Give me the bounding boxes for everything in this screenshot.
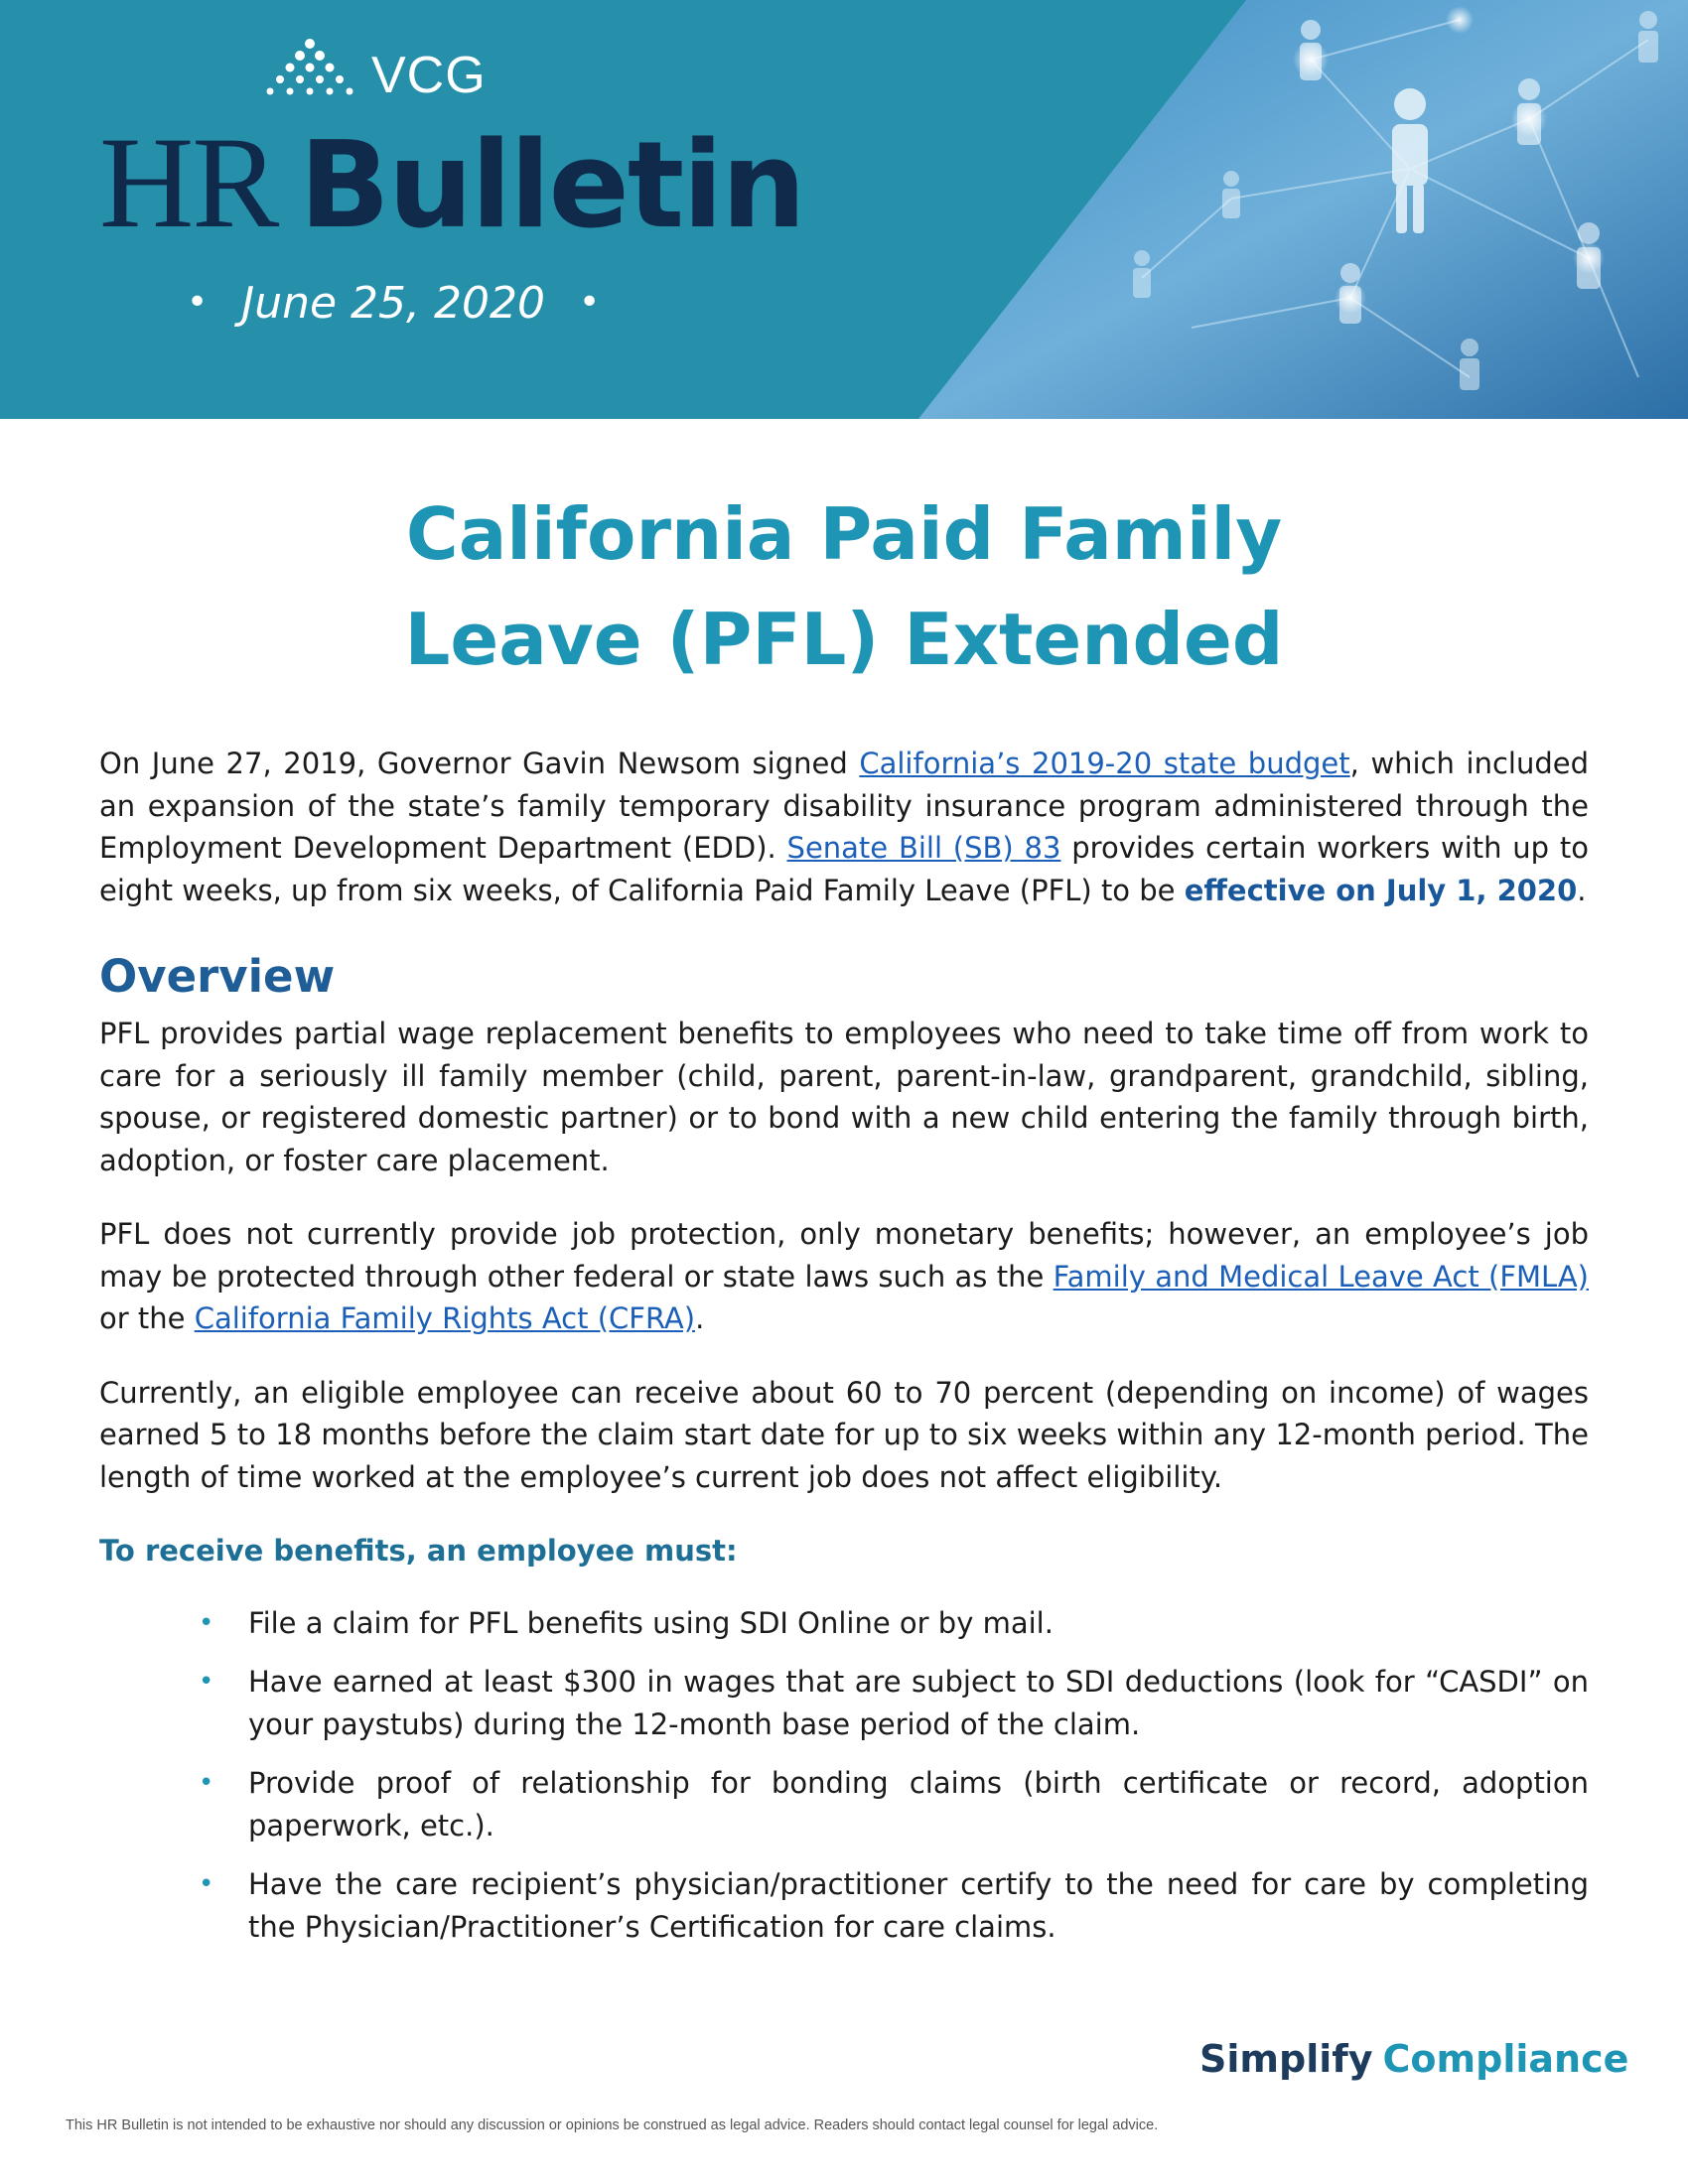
state-budget-link[interactable]: California’s 2019-20 state budget: [859, 747, 1350, 780]
overview-heading: Overview: [99, 950, 336, 1003]
senate-bill-link[interactable]: Senate Bill (SB) 83: [786, 831, 1061, 865]
bulletin-date-line: [187, 278, 600, 329]
list-item-text: Have the care recipient’s physician/practitioner certify to the need for care by completing the Physician/Practitioner’s Certification for care claims.: [248, 1867, 1589, 1944]
bullet-icon: •: [199, 1768, 214, 1798]
list-item: [199, 1863, 1589, 1948]
intro-text-3: provides certain workers with up to eight weeks, up from six weeks, of California Paid Family Leave (PFL) to be: [99, 831, 1590, 907]
legal-disclaimer: This HR Bulletin is not intended to be exhaustive nor should any discussion or opinions be construed as legal advice. Readers should contact legal counsel for legal advice.: [66, 2117, 1159, 2133]
overview-paragraph-2: [99, 1213, 1589, 1340]
date-bullet-left: •: [187, 282, 209, 323]
requirements-heading: To receive benefits, an employee must:: [99, 1534, 738, 1568]
list-item: [199, 1602, 1589, 1645]
article-title-line2: Leave (PFL) Extended: [404, 598, 1284, 681]
article-body: [99, 743, 1589, 1965]
bullet-icon: •: [199, 1869, 214, 1899]
effective-date-emphasis: effective on July 1, 2020: [1184, 873, 1578, 907]
intro-paragraph: [99, 743, 1589, 911]
vcg-logo-mark-icon: [260, 30, 359, 119]
overview-paragraph-3: Currently, an eligible employee can receive about 60 to 70 percent (depending on income) of wages earned 5 to 18 months before the claim start date for up to six weeks within any 12-month period. The length of time worked at the employee’s current job does not affect eligibility.: [99, 1375, 1589, 1494]
list-item-text: File a claim for PFL benefits using SDI Online or by mail.: [248, 1605, 1054, 1640]
article-title: [0, 481, 1688, 692]
bullet-icon: •: [199, 1607, 214, 1638]
bulletin-title-hr: HR: [99, 109, 278, 255]
intro-text-4: .: [1577, 873, 1587, 907]
logo-compliance: Compliance: [1382, 2037, 1629, 2081]
overview-p2-text-3: .: [695, 1301, 705, 1335]
list-item: [199, 1762, 1589, 1846]
vcg-logo: [260, 30, 558, 119]
bulletin-title-bulletin: Bulletin: [299, 117, 804, 255]
overview-paragraph-1: PFL provides partial wage replacement benefits to employees who need to take time off from work to care for a seriously ill family member (child, parent, parent-in-law, grandparent, grandchild, sibling, spouse, or registered domestic partner) or to bond with a new child entering the family through birth, adoption, or foster care placement.: [99, 1017, 1589, 1177]
list-item: [199, 1661, 1589, 1745]
requirements-list: [99, 1602, 1589, 1949]
bulletin-title: [99, 109, 804, 255]
list-item-text: Have earned at least $300 in wages that are subject to SDI deductions (look for “CASDI” on your paystubs) during the 12-month base period of the claim.: [248, 1665, 1589, 1741]
logo-simplify: Simplify: [1199, 2037, 1373, 2081]
header-banner: [0, 0, 1688, 419]
date-bullet-right: •: [578, 282, 601, 323]
bullet-icon: •: [199, 1667, 214, 1697]
overview-p2-text-1: PFL does not currently provide job protection, only monetary benefits; however, an employee’s job may be protected through other federal or state laws such as the: [99, 1217, 1589, 1294]
vcg-logo-text: VCG: [371, 47, 487, 104]
bulletin-date: June 25, 2020: [241, 278, 545, 329]
cfra-link[interactable]: California Family Rights Act (CFRA): [194, 1301, 696, 1335]
list-item-text: Provide proof of relationship for bonding claims (birth certificate or record, adoption paperwork, etc.).: [248, 1766, 1589, 1843]
fmla-link[interactable]: Family and Medical Leave Act (FMLA): [1053, 1259, 1589, 1294]
simplify-compliance-logo: [1199, 2037, 1628, 2081]
article-title-line1: California Paid Family: [405, 492, 1283, 576]
intro-text-2: , which included an expansion of the state’s family temporary disability insurance program administered through the Employment Development Department (EDD).: [99, 747, 1590, 865]
intro-text-1: On June 27, 2019, Governor Gavin Newsom signed: [99, 747, 860, 780]
overview-p2-text-2: or the: [99, 1301, 195, 1335]
